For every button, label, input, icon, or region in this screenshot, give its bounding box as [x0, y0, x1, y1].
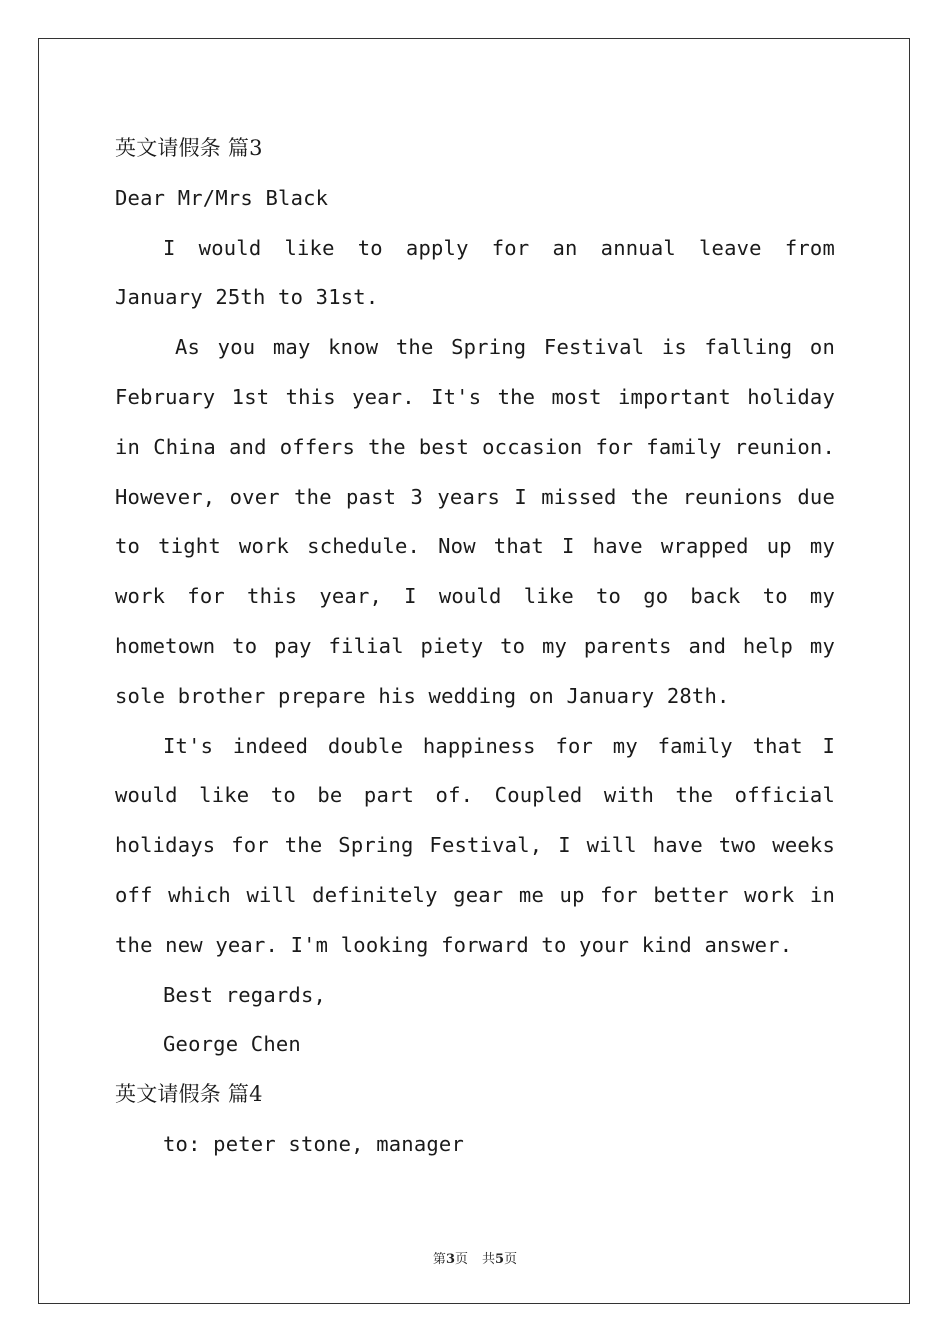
salutation: Dear Mr/Mrs Black [115, 185, 329, 210]
signature: George Chen [163, 1032, 301, 1057]
total-page-count: 5 [495, 1252, 505, 1267]
document-body [115, 124, 835, 1170]
total-label-suffix: 页 [504, 1252, 518, 1267]
closing-line: Best regards, [163, 982, 327, 1007]
page-label-suffix: 页 [454, 1252, 468, 1267]
page-footer [0, 1248, 950, 1267]
body-paragraph: I would like to apply for an annual leave from January 25th to 31st. [115, 235, 835, 310]
memo-to-line: to: peter stone, manager [163, 1131, 465, 1156]
section-heading: 英文请假条 篇4 [115, 1082, 263, 1107]
body-paragraph: It's indeed double happiness for my family that I would like to be part of. Coupled with the official holidays for the Spring Festival, I will have two weeks off which will definitely gear me up for better work in the new year. I'm looking forward to your kind answer. [115, 733, 835, 957]
section-heading: 英文请假条 篇3 [115, 136, 263, 160]
current-page-number: 3 [445, 1252, 455, 1267]
page-label-prefix: 第 [432, 1252, 446, 1267]
total-label-prefix: 共 [482, 1252, 496, 1267]
body-paragraph: As you may know the Spring Festival is falling on February 1st this year. It's the most important holiday in China and offers the best occasion for family reunion. However, over the past 3 years I missed the reunions due to tight work schedule. Now that I have wrapped up my work for this year, I would like to go back to my hometown to pay filial piety to my parents and help my sole brother prepare his wedding on January 28th. [115, 335, 835, 708]
